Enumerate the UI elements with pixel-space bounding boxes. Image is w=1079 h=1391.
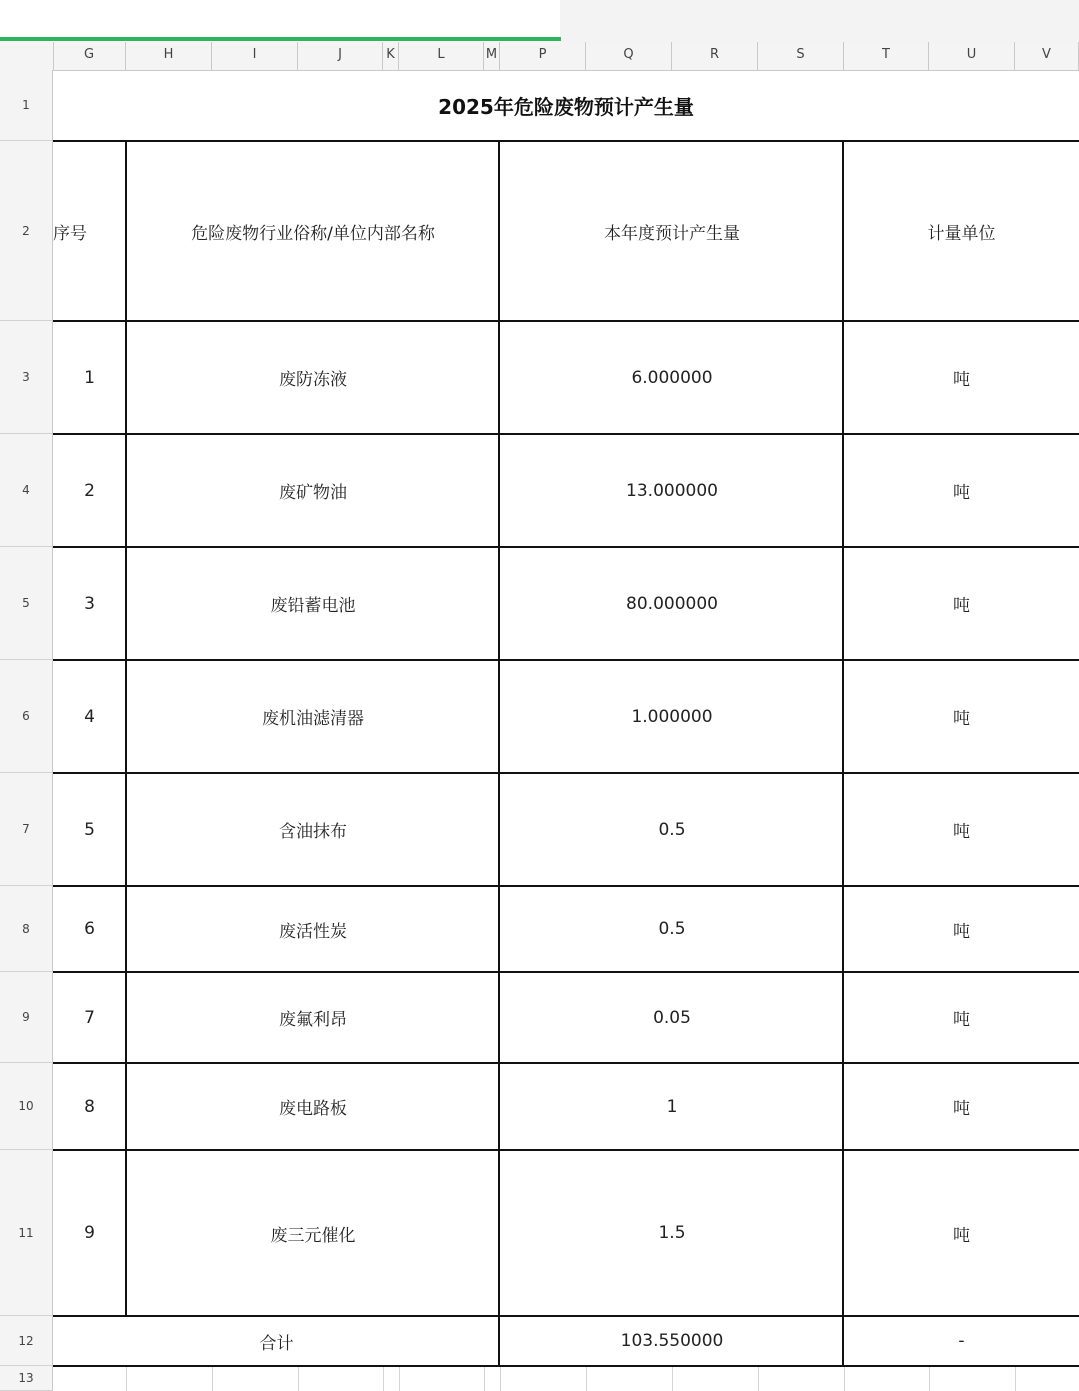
table-border: [53, 140, 1079, 142]
table-border: [53, 1062, 1079, 1064]
row-seq[interactable]: 3: [84, 593, 95, 614]
row-waste-name[interactable]: 废机油滤清器: [262, 709, 364, 729]
table-border: [53, 1149, 1079, 1151]
row-header-3[interactable]: 3: [0, 321, 53, 434]
table-border: [53, 1315, 1079, 1317]
row-waste-name[interactable]: 含油抹布: [279, 822, 347, 842]
row-seq[interactable]: 5: [84, 819, 95, 840]
row-unit[interactable]: 吨: [953, 1099, 970, 1119]
column-header-i[interactable]: I: [212, 42, 298, 70]
column-header-bar: [0, 42, 1079, 71]
column-header-s[interactable]: S: [758, 42, 844, 70]
toolbar-area: [560, 0, 1079, 42]
row-waste-name[interactable]: 废铅蓄电池: [270, 596, 356, 616]
column-header-m[interactable]: M: [484, 42, 500, 70]
grid-divider: [383, 1367, 384, 1391]
grid-divider: [399, 1367, 400, 1391]
row-header-4[interactable]: 4: [0, 434, 53, 547]
row-header-2[interactable]: 2: [0, 141, 53, 321]
grid-divider: [1015, 1367, 1016, 1391]
grid-divider: [484, 1367, 485, 1391]
row-header-11[interactable]: 11: [0, 1150, 53, 1316]
total-amount[interactable]: 103.550000: [620, 1331, 724, 1351]
row-amount[interactable]: 1.000000: [631, 706, 713, 727]
table-border: [498, 140, 500, 1367]
grid-divider: [586, 1367, 587, 1391]
header-estimated-amount[interactable]: 本年度预计产生量: [604, 223, 740, 244]
table-border: [53, 659, 1079, 661]
grid-divider: [758, 1367, 759, 1391]
table-border: [53, 320, 1079, 322]
column-header-l[interactable]: L: [399, 42, 484, 70]
total-unit[interactable]: -: [958, 1331, 965, 1351]
row-header-12[interactable]: 12: [0, 1316, 53, 1366]
loading-progress-bar: [0, 37, 561, 41]
column-header-j[interactable]: J: [298, 42, 383, 70]
table-border: [842, 140, 844, 1367]
table-border: [53, 433, 1079, 435]
row-waste-name[interactable]: 废电路板: [279, 1099, 347, 1119]
grid-divider: [500, 1367, 501, 1391]
header-seq[interactable]: 序号: [53, 223, 87, 244]
row-unit[interactable]: 吨: [953, 1010, 970, 1030]
grid-divider: [844, 1367, 845, 1391]
row-amount[interactable]: 1: [666, 1096, 678, 1117]
row-header-1[interactable]: 1: [0, 70, 53, 141]
row-header-9[interactable]: 9: [0, 972, 53, 1063]
header-unit[interactable]: 计量单位: [927, 223, 996, 244]
row-seq[interactable]: 9: [84, 1223, 95, 1243]
row-unit[interactable]: 吨: [953, 822, 970, 842]
row-seq[interactable]: 4: [84, 706, 95, 727]
row-header-6[interactable]: 6: [0, 660, 53, 773]
grid-divider: [298, 1367, 299, 1391]
table-border: [53, 772, 1079, 774]
header-waste-name[interactable]: 危险废物行业俗称/单位内部名称: [191, 223, 435, 244]
row-unit[interactable]: 吨: [953, 1225, 970, 1246]
row-header-10[interactable]: 10: [0, 1063, 53, 1150]
row-header-7[interactable]: 7: [0, 773, 53, 886]
row-seq[interactable]: 6: [84, 919, 95, 939]
row-header-13[interactable]: 13: [0, 1366, 53, 1391]
row-waste-name[interactable]: 废矿物油: [279, 483, 347, 503]
table-border: [53, 546, 1079, 548]
table-border: [53, 1365, 1079, 1367]
row-seq[interactable]: 1: [84, 367, 95, 388]
row-seq[interactable]: 2: [84, 480, 95, 501]
row-waste-name[interactable]: 废三元催化: [270, 1225, 356, 1246]
row-waste-name[interactable]: 废氟利昂: [279, 1010, 347, 1030]
column-header-p[interactable]: P: [500, 42, 586, 70]
row-amount[interactable]: 0.05: [653, 1007, 691, 1028]
row-amount[interactable]: 6.000000: [631, 367, 713, 388]
table-border: [125, 140, 127, 1317]
row-amount[interactable]: 80.000000: [626, 593, 718, 614]
row-waste-name[interactable]: 废防冻液: [279, 370, 347, 390]
column-header-t[interactable]: T: [844, 42, 929, 70]
column-header-g[interactable]: G: [53, 42, 126, 70]
row-seq[interactable]: 7: [84, 1007, 95, 1028]
column-header-r[interactable]: R: [672, 42, 758, 70]
row-waste-name[interactable]: 废活性炭: [279, 921, 347, 942]
row-amount[interactable]: 0.5: [658, 919, 686, 939]
row-unit[interactable]: 吨: [953, 921, 970, 942]
row-amount[interactable]: 1.5: [658, 1223, 686, 1243]
grid-divider: [212, 1367, 213, 1391]
top-bar: [0, 0, 1079, 42]
row-header-8[interactable]: 8: [0, 886, 53, 972]
row-unit[interactable]: 吨: [953, 370, 970, 390]
sheet-title[interactable]: 2025年危险废物预计产生量: [438, 95, 694, 119]
table-border: [53, 885, 1079, 887]
row-amount[interactable]: 13.000000: [626, 480, 718, 501]
column-header-h[interactable]: H: [126, 42, 212, 70]
grid-divider: [126, 1367, 127, 1391]
select-all-corner[interactable]: [0, 42, 54, 70]
total-label[interactable]: 合计: [259, 1333, 294, 1354]
row-unit[interactable]: 吨: [953, 709, 970, 729]
row-unit[interactable]: 吨: [953, 483, 970, 503]
column-header-k[interactable]: K: [383, 42, 399, 70]
row-seq[interactable]: 8: [84, 1096, 95, 1117]
column-header-u[interactable]: U: [929, 42, 1015, 70]
row-header-5[interactable]: 5: [0, 547, 53, 660]
grid-divider: [672, 1367, 673, 1391]
column-header-q[interactable]: Q: [586, 42, 672, 70]
table-border: [53, 971, 1079, 973]
row-amount[interactable]: 0.5: [658, 819, 686, 840]
row-unit[interactable]: 吨: [953, 596, 970, 616]
grid-divider: [929, 1367, 930, 1391]
column-header-v[interactable]: V: [1015, 42, 1079, 70]
